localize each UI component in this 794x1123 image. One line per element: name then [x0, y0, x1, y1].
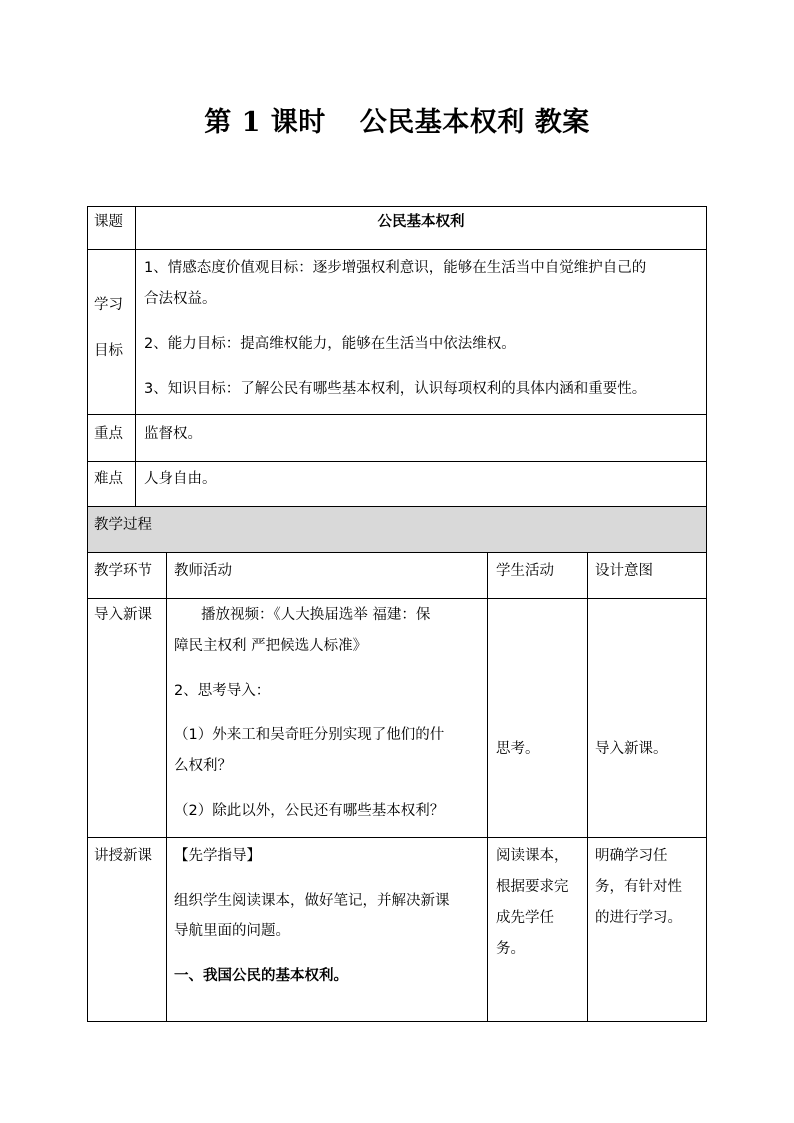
student-activity-line: 务。: [496, 941, 525, 957]
teacher-activity-line: 导航里面的问题。: [174, 923, 290, 939]
title-suffix: 教案: [534, 107, 590, 138]
teacher-activity-line: 组织学生阅读课本，做好笔记，并解决新课: [174, 893, 450, 909]
process-section-shading: [88, 507, 706, 552]
objective-2: 2、能力目标：提高维权能力，能够在生活当中依法维权。: [144, 336, 516, 352]
header-teacher: 教师活动: [174, 563, 232, 579]
topic-label: 课题: [94, 214, 123, 230]
teacher-activity-line: 障民主权利 严把候选人标准》: [174, 638, 368, 654]
table-rule: [135, 206, 136, 506]
objective-3: 3、知识目标：了解公民有哪些基本权利，认识每项权利的具体内涵和重要性。: [144, 381, 647, 397]
difficulty-value: 人身自由。: [144, 471, 217, 487]
teacher-activity-line: （2）除此以外，公民还有哪些基本权利？: [174, 803, 445, 819]
table-rule: [87, 837, 707, 838]
table-border-top: [87, 206, 707, 207]
table-rule: [487, 552, 488, 1022]
document-title: [0, 100, 794, 139]
table-rule: [87, 461, 707, 462]
table-rule: [587, 552, 588, 1022]
student-activity-line: 根据要求完: [496, 879, 569, 895]
table-rule: [87, 598, 707, 599]
teacher-activity-line: 2、思考导入：: [174, 683, 271, 699]
table-rule: [87, 414, 707, 415]
title-topic: 公民基本权利: [359, 107, 525, 138]
table-rule: [166, 552, 167, 1022]
teacher-activity-line: 播放视频：《人大换届选举 福建：保: [201, 607, 431, 623]
header-intent: 设计意图: [595, 563, 653, 579]
design-intent-line: 明确学习任: [595, 848, 668, 864]
teacher-activity-line: 么权利？: [174, 758, 232, 774]
table-border-left: [87, 206, 88, 1022]
topic-value: 公民基本权利: [377, 214, 465, 230]
title-lesson-number: 第 1 课时: [204, 107, 326, 138]
header-stage: 教学环节: [94, 563, 152, 579]
design-intent-line: 的进行学习。: [595, 910, 682, 926]
key-point-label: 重点: [94, 426, 123, 442]
teacher-activity-line: 一、我国公民的基本权利。: [174, 968, 348, 984]
objectives-label-line2: 目标: [94, 343, 123, 359]
row-stage: 导入新课: [94, 607, 152, 623]
process-section-title: 教学过程: [94, 517, 152, 533]
design-intent: 导入新课。: [595, 741, 668, 757]
table-border-bottom: [87, 1021, 707, 1022]
objective-1-line2: 合法权益。: [144, 291, 217, 307]
difficulty-label: 难点: [94, 471, 123, 487]
teacher-activity-line: （1）外来工和吴奇旺分别实现了他们的什: [174, 727, 445, 743]
teacher-activity-line: 【先学指导】: [174, 848, 261, 864]
student-activity: 思考。: [496, 741, 540, 757]
objectives-label-line1: 学习: [94, 297, 123, 313]
student-activity-line: 阅读课本，: [496, 848, 569, 864]
key-point-value: 监督权。: [144, 426, 202, 442]
table-rule: [87, 249, 707, 250]
objective-1-line1: 1、情感态度价值观目标：逐步增强权利意识，能够在生活当中自觉维护自己的: [144, 260, 647, 276]
table-rule: [87, 552, 707, 553]
header-student: 学生活动: [496, 563, 554, 579]
table-border-right: [706, 206, 707, 1022]
design-intent-line: 务，有针对性: [595, 879, 682, 895]
student-activity-line: 成先学任: [496, 910, 554, 926]
row-stage: 讲授新课: [94, 848, 152, 864]
